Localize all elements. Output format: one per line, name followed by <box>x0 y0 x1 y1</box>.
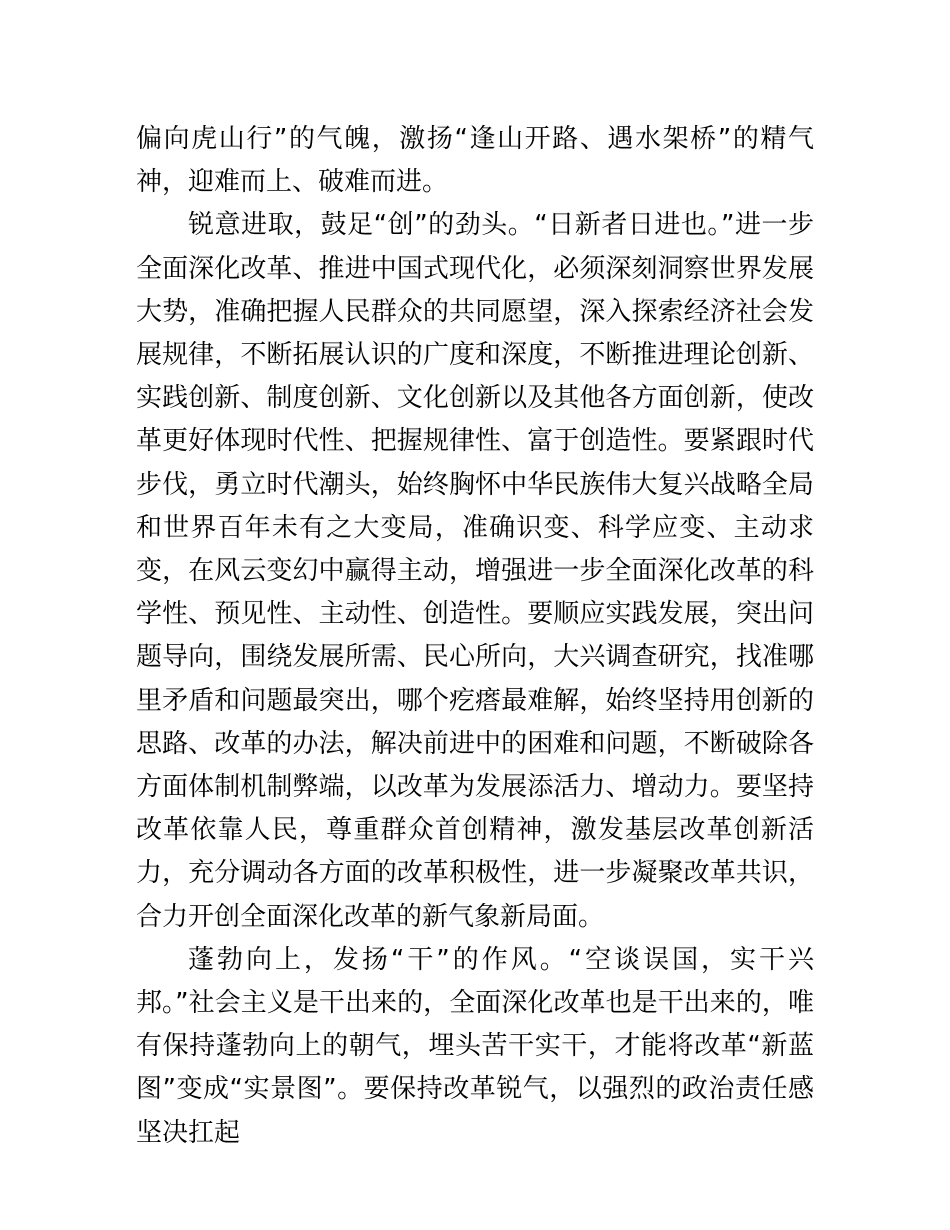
document-text-body <box>136 118 814 1155</box>
paragraph-continuation: 偏向虎山行”的气魄，激扬“逢山开路、遇水架桥”的精气神，迎难而上、破难而进。 <box>136 124 814 198</box>
paragraph-ruiyi-jinqu: 锐意进取，鼓足“创”的劲头。“日新者日进也。”进一步全面深化改革、推进中国式现代化，必须深刻洞察世界发展大势，准确把握人民群众的共同愿望，深入探索经济社会发展规律，不断拓展认识的广度和深度，不断推进理论创新、实践创新、制度创新、文化创新以及其他各方面创新，使改革更好体现时代性、把握规律性、富于创造性。要紧跟时代步伐，勇立时代潮头，始终胸怀中华民族伟大复兴战略全局和世界百年未有之大变局，准确识变、科学应变、主动求变，在风云变幻中赢得主动，增强进一步全面深化改革的科学性、预见性、主动性、创造性。要顺应实践发展，突出问题导向，围绕发展所需、民心所向，大兴调查研究，找准哪里矛盾和问题最突出，哪个疙瘩最难解，始终坚持用创新的思路、改革的办法，解决前进中的困难和问题，不断破除各方面体制机制弊端，以改革为发展添活力、增动力。要坚持改革依靠人民，尊重群众首创精神，激发基层改革创新活力，充分调动各方面的改革积极性，进一步凝聚改革共识，合力开创全面深化改革的新气象新局面。 <box>136 210 814 932</box>
paragraph-pengbo-xiangshang: 蓬勃向上，发扬“干”的作风。“空谈误国，实干兴邦。”社会主义是干出来的，全面深化改革也是干出来的，唯有保持蓬勃向上的朝气，埋头苦干实干，才能将改革“新蓝图”变成“实景图”。要保持改革锐气，以强烈的政治责任感坚决扛起 <box>136 944 814 1148</box>
